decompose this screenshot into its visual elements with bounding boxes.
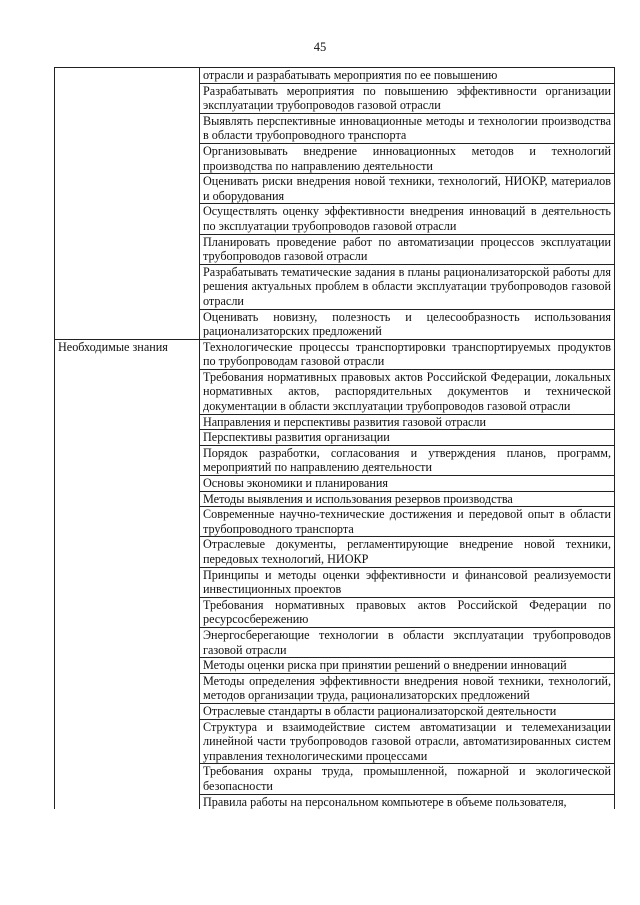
table-cell: Технологические процессы транспортировки транспортируемых продуктов по трубопроводам газовой отрасли xyxy=(200,339,615,369)
table-cell: Оценивать новизну, полезность и целесообразность использования рационализаторских предложений xyxy=(200,309,615,339)
knowledge-section-label: Необходимые знания xyxy=(55,339,200,809)
table-cell: Выявлять перспективные инновационные методы и технологии производства в области трубопроводного транспорта xyxy=(200,113,615,143)
table-cell: Требования нормативных правовых актов Российской Федерации, локальных нормативных актов, распорядительных документов и технической документации в области эксплуатации трубопроводов газовой отрасли xyxy=(200,369,615,414)
table-cell: Правила работы на персональном компьютере в объеме пользователя, xyxy=(200,794,615,809)
table-cell: Отраслевые стандарты в области рационализаторской деятельности xyxy=(200,703,615,719)
table-cell: Энергосберегающие технологии в области эксплуатации трубопроводов газовой отрасли xyxy=(200,627,615,657)
table-cell: Методы определения эффективности внедрения новой техники, технологий, методов организации труда, рационализаторских предложений xyxy=(200,673,615,703)
table-row xyxy=(55,68,615,84)
table-cell: Направления и перспективы развития газовой отрасли xyxy=(200,414,615,430)
table-cell: отрасли и разрабатывать мероприятия по ее повышению xyxy=(200,68,615,84)
table-cell: Требования нормативных правовых актов Российской Федерации по ресурсосбережению xyxy=(200,597,615,627)
table-cell: Разрабатывать мероприятия по повышению эффективности организации эксплуатации трубопроводов газовой отрасли xyxy=(200,83,615,113)
table-cell: Оценивать риски внедрения новой техники, технологий, НИОКР, материалов и оборудования xyxy=(200,174,615,204)
skills-section-label xyxy=(55,68,200,340)
table-cell: Методы оценки риска при принятии решений о внедрении инноваций xyxy=(200,658,615,674)
table-cell: Отраслевые документы, регламентирующие внедрение новой техники, передовых технологий, НИОКР xyxy=(200,537,615,567)
table-cell: Осуществлять оценку эффективности внедрения инноваций в деятельность по эксплуатации трубопроводов газовой отрасли xyxy=(200,204,615,234)
table-cell: Порядок разработки, согласования и утверждения планов, программ, мероприятий по направлению деятельности xyxy=(200,445,615,475)
competency-table xyxy=(54,67,615,809)
page-number: 45 xyxy=(313,40,327,54)
table-cell: Основы экономики и планирования xyxy=(200,476,615,492)
table-cell: Методы выявления и использования резервов производства xyxy=(200,491,615,507)
table-cell: Принципы и методы оценки эффективности и финансовой реализуемости инвестиционных проектов xyxy=(200,567,615,597)
table-cell: Организовывать внедрение инновационных методов и технологий производства по направлению деятельности xyxy=(200,143,615,173)
table-cell: Планировать проведение работ по автоматизации процессов эксплуатации трубопроводов газовой отрасли xyxy=(200,234,615,264)
table-cell: Перспективы развития организации xyxy=(200,430,615,446)
table-cell: Требования охраны труда, промышленной, пожарной и экологической безопасности xyxy=(200,764,615,794)
table-row xyxy=(55,339,615,369)
table-cell: Структура и взаимодействие систем автоматизации и телемеханизации линейной части трубопроводов газовой отрасли, автоматизированных систем управления технологическими процессами xyxy=(200,719,615,764)
table-cell: Разрабатывать тематические задания в планы рационализаторской работы для решения актуальных проблем в области эксплуатации трубопроводов газовой отрасли xyxy=(200,264,615,309)
table-cell: Современные научно-технические достижения и передовой опыт в области трубопроводного транспорта xyxy=(200,507,615,537)
